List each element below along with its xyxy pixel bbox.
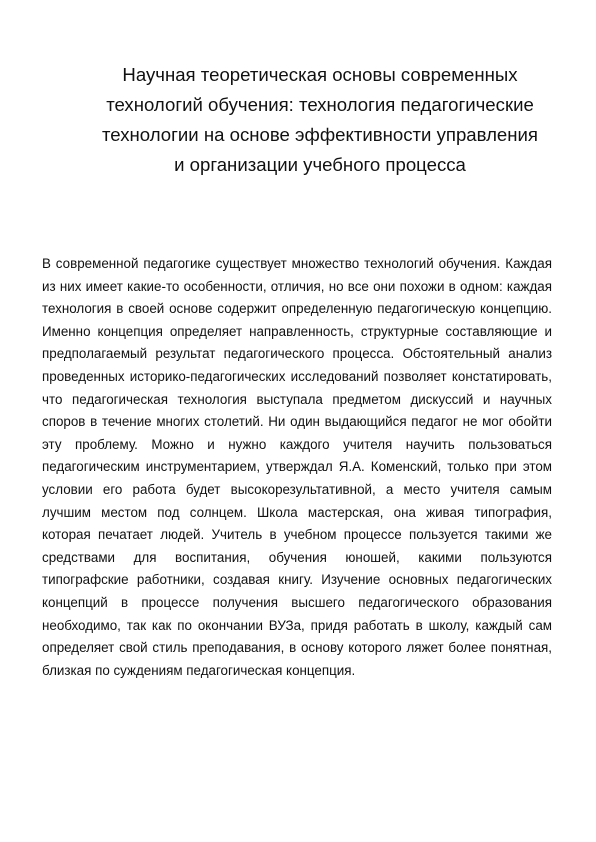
body-paragraph: В современной педагогике существует множество технологий обучения. Каждая из них имеет какие-то особенности, отличия, но все они похожи в одном: каждая технология в своей основе содержит определенную педагогическую концепцию. Именно концепция определяет направленность, структурные составляющие и предполагаемый результат педагогического процесса. Обстоятельный анализ проведенных историко-педагогических исследований позволяет констатировать, что педагогическая технология выступала предметом дискуссий и научных споров в течение многих столетий. Ни один выдающийся педагог не мог обойти эту проблему. Можно и нужно каждого учителя научить пользоваться педагогическим инструментарием, утверждал Я.А. Коменский, только при этом условии его работа будет высокорезультативной, а место учителя самым лучшим местом под солнцем. Школа мастерская, она живая типография, которая печатает людей. Учитель в учебном процессе пользуется такими же средствами для воспитания, обучения юношей, какими пользуются типографские работники, создавая книгу. Изучение основных педагогических концепций в процессе получения высшего педагогического образования необходимо, так как по окончании ВУЗа, придя работать в школу, каждый сам определяет свой стиль преподавания, в основу которого ляжет более понятная, близкая по суждениям педагогическая концепция. — [42, 256, 552, 678]
document-title: Научная теоретическая основы современных технологий обучения: технология педагогические технологии на основе эффективности управления и организации учебного процесса — [102, 64, 538, 175]
